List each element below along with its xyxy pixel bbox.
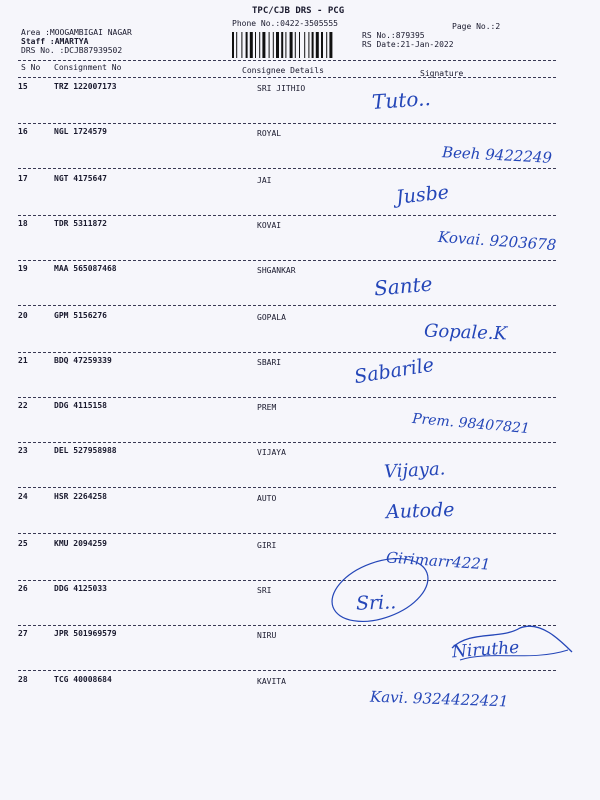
row-sno: 26 — [18, 584, 28, 593]
row-consignee: KAVITA — [257, 677, 286, 686]
row-consignment: DEL 527958988 — [54, 446, 117, 455]
row-consignment: BDQ 47259339 — [54, 356, 112, 365]
signature-handwriting: Kovai. 9203678 — [437, 227, 557, 255]
rs-number: RS No.:879395 — [362, 31, 425, 40]
row-consignee: SRI — [257, 586, 272, 595]
row-sno: 28 — [18, 675, 28, 684]
row-consignee: PREM — [257, 403, 277, 412]
row-consignment: HSR 2264258 — [54, 492, 107, 501]
signature-handwriting: Beeh 9422249 — [441, 143, 553, 167]
signature-handwriting: Prem. 98407821 — [411, 410, 531, 438]
drs-number: DRS No. :DCJB87939502 — [21, 46, 123, 55]
row-sno: 20 — [18, 311, 28, 320]
row-sno: 27 — [18, 629, 28, 638]
row-consignment: MAA 565087468 — [54, 264, 117, 273]
row-sno: 23 — [18, 446, 28, 455]
column-consignment: Consignment No — [54, 63, 122, 72]
row-consignment: DDG 4125033 — [54, 584, 107, 593]
row-sno: 25 — [18, 539, 28, 548]
row-consignment: TDR 5311872 — [54, 219, 107, 228]
row-sno: 17 — [18, 174, 28, 183]
signature-handwriting: Sri.. — [355, 591, 397, 615]
signature-handwriting: Vijaya. — [383, 458, 446, 483]
rs-date: RS Date:21-Jan-2022 — [362, 40, 454, 49]
row-sno: 21 — [18, 356, 28, 365]
signature-handwriting: Kavi. 9324422421 — [369, 687, 509, 711]
row-consignee: JAI — [257, 176, 272, 185]
row-consignee: KOVAI — [257, 221, 282, 230]
page-number: Page No.:2 — [452, 22, 501, 31]
row-consignee: SBARI — [257, 358, 282, 367]
signature-handwriting: Gopale.K — [423, 320, 508, 345]
row-consignment: TCG 40008684 — [54, 675, 112, 684]
row-sno: 22 — [18, 401, 28, 410]
row-consignment: NGL 1724579 — [54, 127, 107, 136]
row-sno: 24 — [18, 492, 28, 501]
signature-handwriting: Sante — [373, 271, 434, 301]
row-consignment: NGT 4175647 — [54, 174, 107, 183]
row-consignment: JPR 501969579 — [54, 629, 117, 638]
document-title: TPC/CJB DRS - PCG — [252, 6, 345, 16]
row-consignee: VIJAYA — [257, 448, 286, 457]
row-consignment: GPM 5156276 — [54, 311, 107, 320]
area-label: Area :MOOGAMBIGAI NAGAR — [21, 28, 132, 37]
row-consignee: SHGANKAR — [257, 266, 296, 275]
row-consignee: GIRI — [257, 541, 277, 550]
row-consignment: DDG 4115158 — [54, 401, 107, 410]
signature-handwriting: Autode — [385, 498, 455, 524]
row-consignee: AUTO — [257, 494, 277, 503]
column-consignee: Consignee Details — [242, 66, 324, 75]
phone-number: Phone No.:0422-3505555 — [232, 19, 338, 28]
row-consignment: KMU 2094259 — [54, 539, 107, 548]
staff-label: Staff :AMARTYA — [21, 37, 89, 46]
row-consignee: GOPALA — [257, 313, 286, 322]
signature-handwriting: Tuto.. — [371, 85, 432, 115]
row-sno: 16 — [18, 127, 28, 136]
row-sno: 18 — [18, 219, 28, 228]
column-sno: S No — [21, 63, 41, 72]
signature-handwriting: Niruthe — [451, 637, 520, 663]
row-consignee: ROYAL — [257, 129, 282, 138]
row-sno: 19 — [18, 264, 28, 273]
row-consignee: SRI JITHIO — [257, 84, 306, 93]
signature-handwriting: Jusbe — [394, 181, 451, 209]
row-sno: 15 — [18, 82, 28, 91]
signature-handwriting: Sabarile — [352, 353, 436, 389]
column-signature: Signature — [420, 69, 464, 78]
signature-handwriting: Girimarr4221 — [385, 548, 491, 574]
row-consignment: TRZ 122007173 — [54, 82, 117, 91]
row-consignee: NIRU — [257, 631, 277, 640]
